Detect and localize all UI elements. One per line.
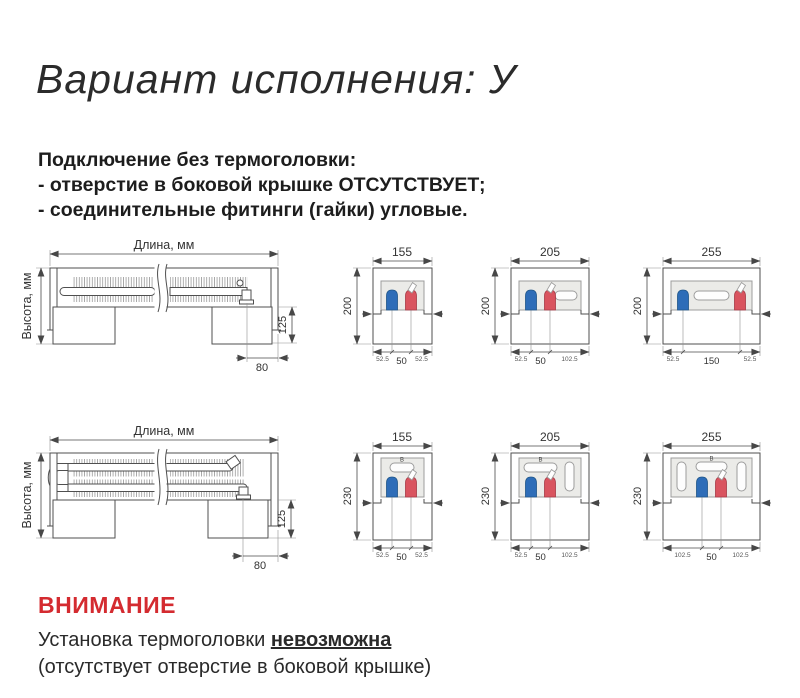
height-dim: 200 <box>632 296 644 316</box>
pitch-dim: 52.5 <box>666 356 680 363</box>
pitch-dim: 102.5 <box>561 552 578 559</box>
end-view-155x230 <box>342 430 443 563</box>
return-fitting-red <box>716 477 727 497</box>
end-view-255x230 <box>632 430 771 563</box>
foot-height-dim: 125 <box>277 315 289 335</box>
supply-fitting-blue <box>526 477 537 497</box>
mounting-slot-vertical <box>737 462 746 491</box>
pitch-dim: 102.5 <box>561 356 578 363</box>
warning-line2: (отсутствует отверстие в боковой крышке) <box>38 656 432 678</box>
foot-width-dim: 80 <box>253 560 267 572</box>
return-fitting-red <box>406 290 417 310</box>
supply-fitting-blue <box>387 290 398 310</box>
intro-bullet: - отверстие в боковой крышке ОТСУТСТВУЕТ; <box>38 174 486 196</box>
page-title: Вариант исполнения: У <box>36 56 517 102</box>
pitch-dim: 50 <box>706 552 717 563</box>
mounting-slot <box>390 463 414 472</box>
mounting-slot <box>694 291 729 300</box>
height-dim: 230 <box>342 486 354 506</box>
height-dim: 230 <box>632 486 644 506</box>
side-view-double-row <box>20 424 296 572</box>
width-dim: 155 <box>391 245 413 259</box>
warning-line1-prefix: Установка термоголовки <box>38 629 271 651</box>
end-view-205x200 <box>480 245 600 367</box>
intro-heading: Подключение без термоголовки: <box>38 149 357 171</box>
pitch-dim: 52.5 <box>376 552 389 559</box>
foot-width-dim: 80 <box>255 362 269 374</box>
warning-emphasis: невозможна <box>270 629 392 651</box>
elbow-fitting <box>242 290 251 301</box>
height-dim: 200 <box>342 296 354 316</box>
mounting-slot-vertical <box>565 462 574 491</box>
warning-body <box>38 627 431 681</box>
end-view-255x200 <box>632 245 771 367</box>
supply-fitting-blue <box>387 477 398 497</box>
supply-fitting-blue <box>526 290 537 310</box>
height-dim-label: Высота, мм <box>20 461 34 529</box>
intro-bullet: - соединительные фитинги (гайки) угловые. <box>38 199 468 221</box>
return-fitting-red <box>545 477 556 497</box>
pitch-dim: 52.5 <box>514 356 528 363</box>
support-foot <box>53 307 115 344</box>
foot-height-dim: 125 <box>276 509 288 529</box>
pitch-dim: 50 <box>396 356 407 367</box>
supply-fitting-blue <box>678 290 689 310</box>
width-dim: 255 <box>701 245 722 259</box>
warning-heading: ВНИМАНИЕ <box>38 592 177 618</box>
slot-label: В <box>399 457 405 464</box>
slot-label: В <box>538 457 543 464</box>
pitch-dim: 52.5 <box>376 356 389 363</box>
pitch-dim: 52.5 <box>514 552 528 559</box>
end-view-155x200 <box>342 245 443 367</box>
length-dim-label: Длина, мм <box>133 238 195 252</box>
return-fitting-red <box>735 290 746 310</box>
height-dim: 230 <box>480 486 492 506</box>
mounting-slot <box>555 291 577 300</box>
pitch-dim: 150 <box>703 356 720 367</box>
return-fitting-red <box>406 477 417 497</box>
width-dim: 255 <box>701 430 722 444</box>
pitch-dim: 102.5 <box>674 552 691 559</box>
pitch-dim: 50 <box>535 356 546 367</box>
pitch-dim: 102.5 <box>732 552 749 559</box>
slot-label: В <box>709 456 714 463</box>
supply-fitting-blue <box>697 477 708 497</box>
warning-line1 <box>38 627 431 654</box>
support-foot <box>208 500 268 538</box>
return-fitting-red <box>545 290 556 310</box>
height-dim: 200 <box>480 296 492 316</box>
length-dim-label: Длина, мм <box>133 424 195 438</box>
support-foot <box>53 500 115 538</box>
height-dim-label: Высота, мм <box>20 272 34 340</box>
width-dim: 155 <box>391 430 413 444</box>
end-view-205x230 <box>480 430 600 563</box>
pitch-dim: 52.5 <box>415 552 428 559</box>
width-dim: 205 <box>539 245 561 259</box>
pitch-dim: 52.5 <box>743 356 757 363</box>
mounting-slot-vertical <box>677 462 686 491</box>
pitch-dim: 50 <box>396 552 407 563</box>
width-dim: 205 <box>539 430 561 444</box>
support-foot <box>212 307 272 344</box>
pitch-dim: 52.5 <box>415 356 428 363</box>
side-view-single-row <box>20 238 297 374</box>
pitch-dim: 50 <box>535 552 546 563</box>
